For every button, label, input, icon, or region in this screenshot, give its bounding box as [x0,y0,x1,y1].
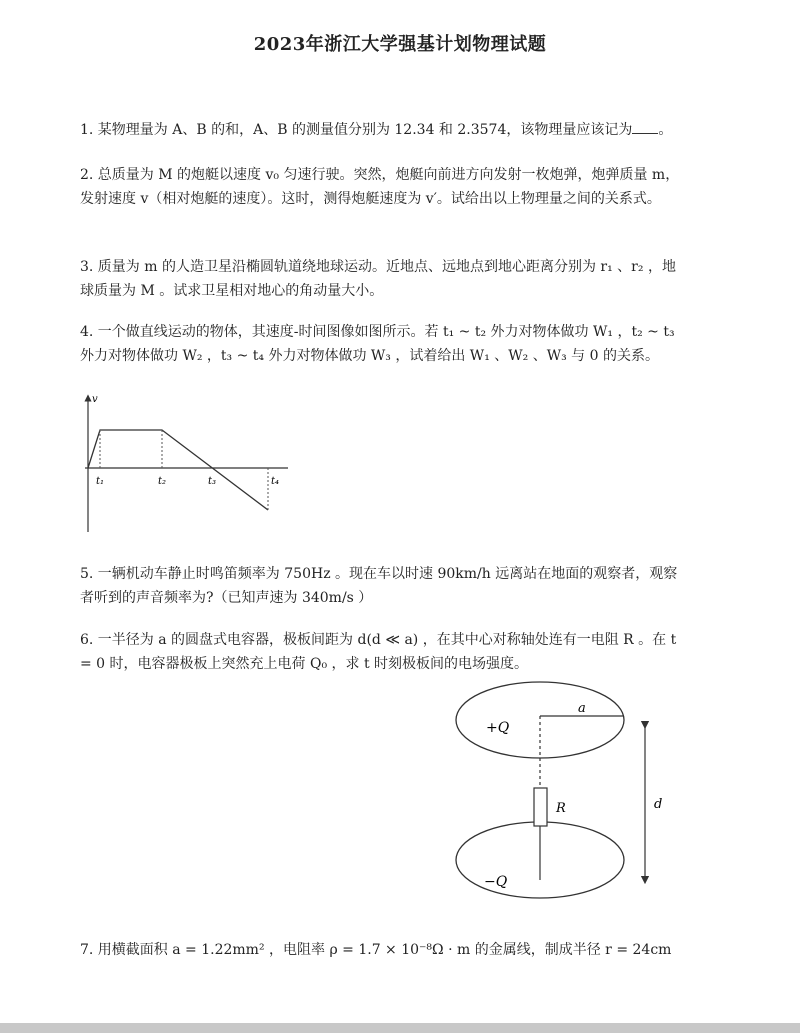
question-1-text: 1. 某物理量为 A、B 的和，A、B 的测量值分别为 12.34 和 2.3574，该物理量应该记为 [80,122,633,138]
velocity-time-graph [70,390,300,540]
radius-label: a [578,701,586,716]
question-2-text: 2. 总质量为 M 的炮艇以速度 v₀ 匀速行驶。突然，炮艇向前进方向发射一枚炮弹，炮弹质量 m，发射速度 v（相对炮艇的速度）。这时，测得炮艇速度为 v′。试给出以上物理量之间的关系式。 [80,167,680,207]
resistor-label: R [556,801,566,816]
question-6 [80,628,680,676]
v-axis-label: v [92,394,98,405]
question-4-text: 4. 一个做直线运动的物体，其速度-时间图像如图所示。若 t₁ ~ t₂ 外力对物体做功 W₁ ，t₂ ~ t₃ 外力对物体做功 W₂ ，t₃ ~ t₄ 外力对物体做功 W₃ ，试着给出 W₁ 、W₂ 、W₃ 与 0 的关系。 [80,324,675,364]
question-3 [80,255,680,303]
question-6-text: 6. 一半径为 a 的圆盘式电容器，极板间距为 d(d ≪ a) ，在其中心对称轴处连有一电阻 R 。在 t = 0 时，电容器极板上突然充上电荷 Q₀ ，求 t 时刻极板间的电场强度。 [80,632,677,672]
resistor [534,788,547,826]
top-charge-label: +Q [486,720,510,736]
t2-label: t₂ [158,476,167,487]
question-2 [80,163,680,211]
question-1 [80,118,680,142]
answer-blank [632,119,658,134]
t1-label: t₁ [96,476,105,487]
bottom-charge-label: −Q [484,874,508,890]
t4-label: t₄ [271,476,280,487]
question-3-text: 3. 质量为 m 的人造卫星沿椭圆轨道绕地球运动。近地点、远地点到地心距离分别为 r₁ 、r₂ ，地球质量为 M 。试求卫星相对地心的角动量大小。 [80,259,676,299]
question-5 [80,562,680,610]
question-1-end: 。 [658,122,673,138]
page-title: 2023年浙江大学强基计划物理试题 [253,34,547,55]
question-7-text: 7. 用横截面积 a = 1.22mm² ，电阻率 ρ = 1.7 × 10⁻⁸Ω · m 的金属线，制成半径 r = 24cm [80,942,672,958]
bottom-bar [0,1023,800,1033]
question-4 [80,320,680,368]
question-5-text: 5. 一辆机动车静止时鸣笛频率为 750Hz 。现在车以时速 90km/h 远离站在地面的观察者，观察者听到的声音频率为?（已知声速为 340m/s ） [80,566,678,606]
capacitor-diagram [450,680,680,905]
question-7 [80,938,680,962]
t3-label: t₃ [208,476,217,487]
velocity-curve [88,430,268,510]
gap-label: d [654,797,663,812]
